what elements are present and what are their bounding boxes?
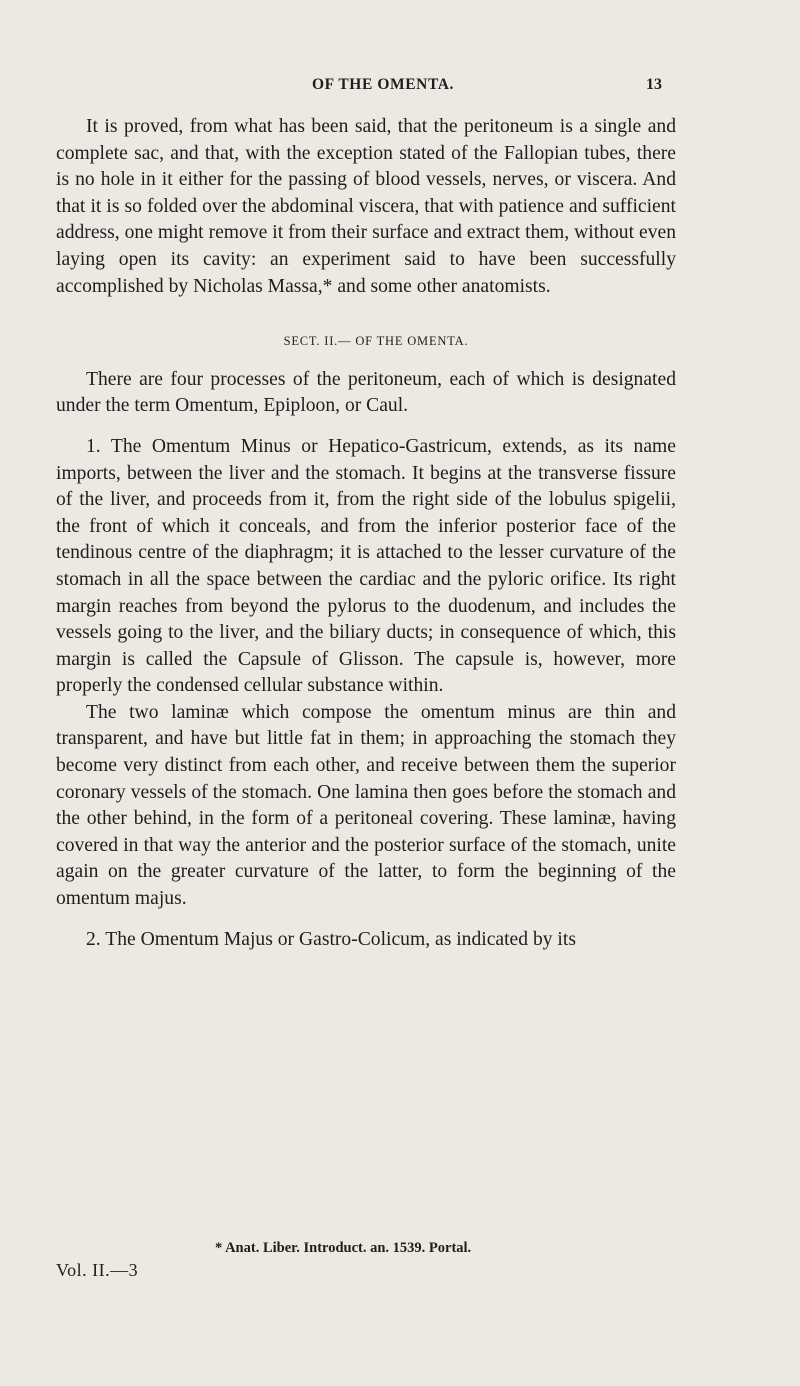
paragraph-peritoneum-sac: It is proved, from what has been said, that the peritoneum is a single and complete sac, and that, with the exception stated of the Fallopian tubes, there is no hole in it either for the passing of blood vessels, nerves, or viscera. And that it is so folded over the abdominal viscera, that with patience and sufficient address, one might remove it from their surface and extract them, without even laying open its cavity: an experiment said to have been successfully accomplished by Nicholas Massa,* and some other anatomists. (56, 116, 676, 297)
paragraph-two-laminae: The two laminæ which compose the omentum minus are thin and transparent, and have but little fat in them; in approaching the stomach they become very distinct from each other, and receive between them the superior coronary vessels of the stomach. One lamina then goes before the stomach and the other behind, in the form of a peritoneal covering. These laminæ, having covered in that way the anterior and the posterior surface of the stomach, unite again on the greater curvature of the latter, to form the beginning of the omentum majus. (56, 701, 676, 910)
footnote: * Anat. Liber. Introduct. an. 1539. Portal. (215, 1240, 472, 1256)
paragraph-omentum-minus: 1. The Omentum Minus or Hepatico-Gastricum, extends, as its name imports, between the liver and the stomach. It begins at the transverse fissure of the liver, and proceeds from it, from the right side of the lobulus spigelii, the front of which it conceals, and from the inferior posterior face of the tendinous centre of the diaphragm; it is attached to the lesser curvature of the stomach in all the space between the cardiac and the pyloric orifice. Its right margin reaches from beyond the pylorus to the duodenum, and includes the vessels going to the liver, and the biliary ducts; in consequence of which, this margin is called the Capsule of Glisson. The capsule is, however, more properly the condensed cellular substance within. (56, 435, 676, 697)
page-number: 13 (646, 76, 662, 93)
paragraph-four-processes: There are four processes of the peritoneum, each of which is designated under the term Omentum, Epiploon, or Caul. (56, 368, 676, 417)
body-text (56, 114, 676, 953)
running-title: OF THE OMENTA. (312, 76, 455, 93)
paragraph-omentum-majus: 2. The Omentum Majus or Gastro-Colicum, as indicated by its (86, 928, 576, 950)
running-head (0, 76, 800, 100)
signature-mark: Vol. II.—3 (56, 1260, 139, 1280)
section-heading: SECT. II.— OF THE OMENTA. (283, 334, 469, 349)
